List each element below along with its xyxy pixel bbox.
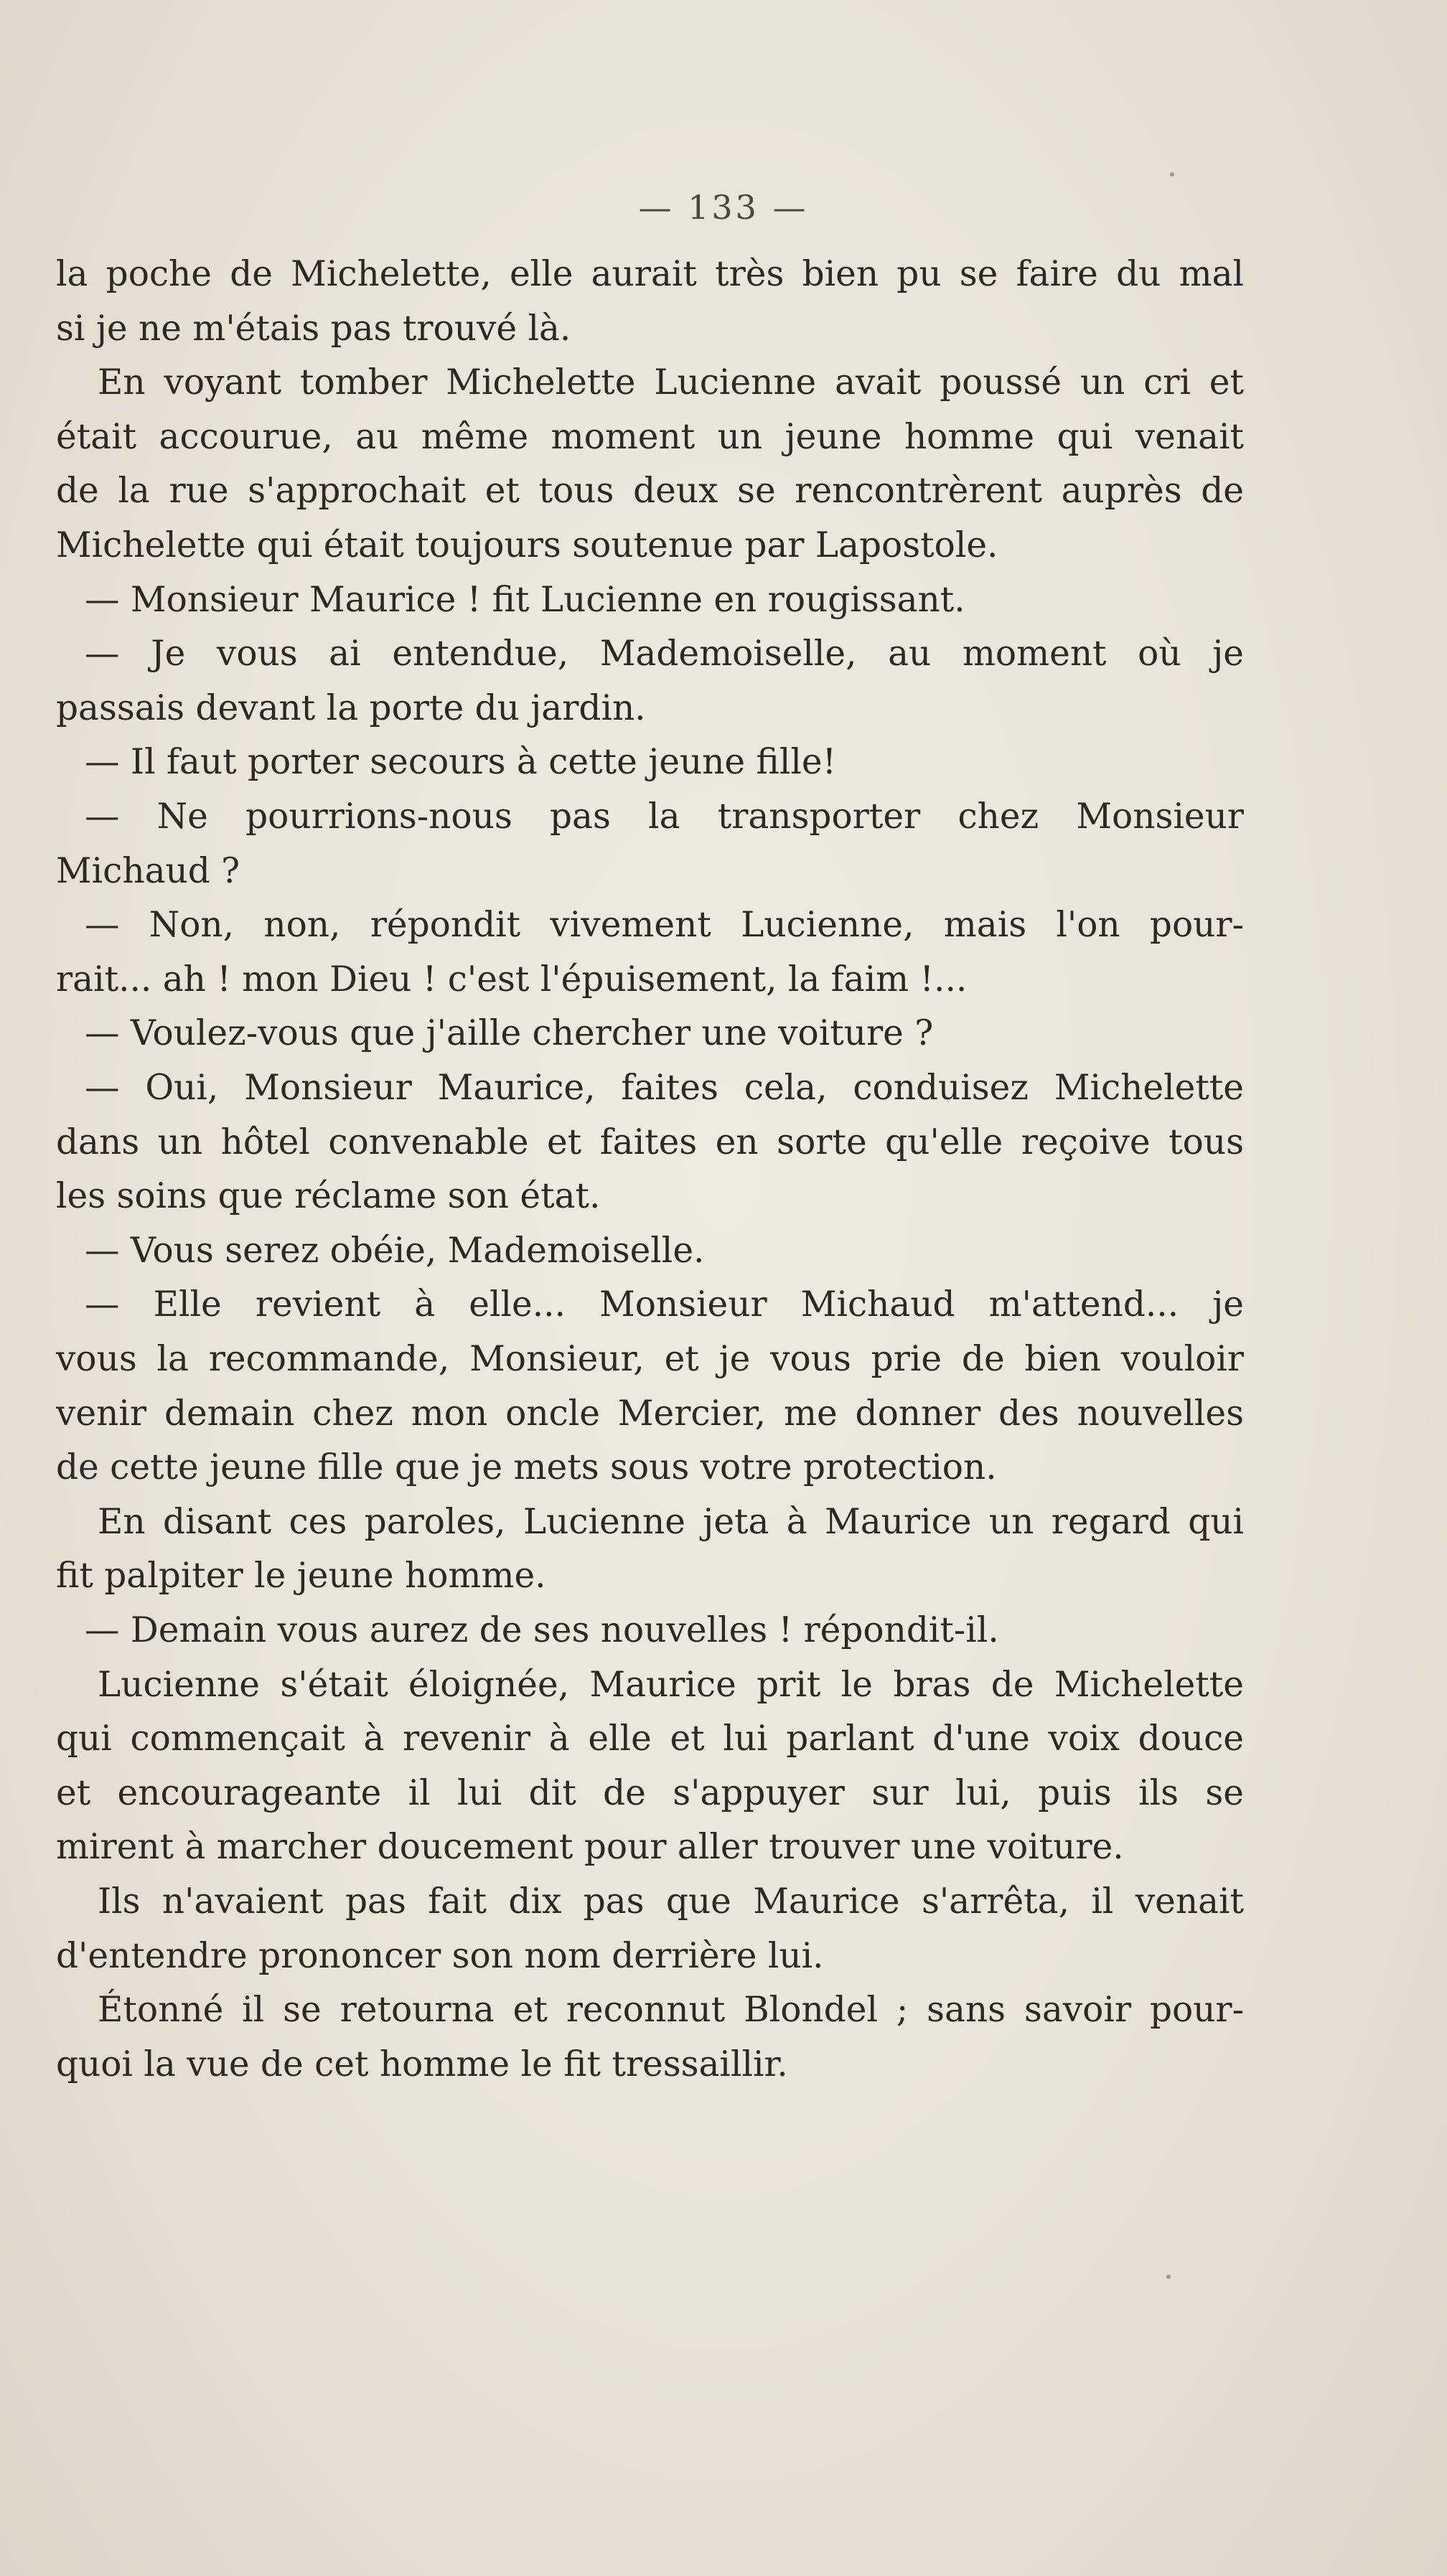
paragraph [56,1875,1244,1983]
text-line: rait... ah ! mon Dieu ! c'est l'épuisement, la faim !... [56,959,968,1000]
text-line: — Il faut porter secours à cette jeune fille! [85,742,837,783]
text-line: si je ne m'étais pas trouvé là. [56,308,571,349]
paragraph [56,1495,1244,1604]
text-line: Michelette qui était toujours soutenue par Lapostole. [56,525,998,565]
text-line: — Monsieur Maurice ! fit Lucienne en rougissant. [85,579,965,620]
text-line: En voyant tomber Michelette Lucienne avait poussé un cri et [98,362,1244,403]
text-line: vous la recommande, Monsieur, et je vous prie de bien vouloir [56,1338,1244,1379]
text-line: mirent à marcher doucement pour aller trouver une voiture. [56,1827,1124,1868]
text-line: venir demain chez mon oncle Mercier, me donner des nouvelles [56,1393,1244,1434]
text-line: — Non, non, répondit vivement Lucienne, mais l'on pour- [85,905,1244,946]
text-line: les soins que réclame son état. [56,1176,601,1217]
text-line: — Je vous ai entendue, Mademoiselle, au moment où je [85,634,1244,674]
text-line: de cette jeune fille que je mets sous votre protection. [56,1447,997,1488]
text-line: — Ne pourrions-nous pas la transporter chez Monsieur [85,796,1244,837]
paragraph [56,1604,1244,1658]
text-line: d'entendre prononcer son nom derrière lui. [56,1935,824,1976]
text-line: — Vous serez obéie, Mademoiselle. [85,1230,705,1271]
text-line: passais devant la porte du jardin. [56,687,646,728]
paragraph [56,627,1244,735]
text-line: — Voulez-vous que j'aille chercher une voiture ? [85,1013,934,1054]
ink-speck [1170,172,1174,177]
text-line: Étonné il se retourna et reconnut Blondel ; sans savoir pour- [98,1990,1244,2031]
text-line: — Oui, Monsieur Maurice, faites cela, conduisez Michelette [85,1068,1244,1108]
paragraph [56,1224,1244,1279]
paragraph [56,1007,1244,1061]
text-line: qui commençait à revenir à elle et lui parlant d'une voix douce [56,1719,1244,1759]
text-line: Ils n'avaient pas fait dix pas que Maurice s'arrêta, il venait [98,1881,1244,1922]
paragraph [56,356,1244,573]
text-line: Michaud ? [56,850,240,891]
text-line: En disant ces paroles, Lucienne jeta à Maurice un regard qui [98,1501,1244,1542]
paragraph [56,1983,1244,2092]
text-line: Lucienne s'était éloignée, Maurice prit le bras de Michelette [98,1664,1244,1705]
paragraph [56,1061,1244,1224]
text-line: — Elle revient à elle... Monsieur Michaud m'attend... je [85,1284,1244,1325]
text-line: dans un hôtel convenable et faites en sorte qu'elle reçoive tous [56,1122,1244,1162]
paragraph [56,1278,1244,1495]
text-line: de la rue s'approchait et tous deux se rencontrèrent auprès de [56,471,1244,512]
page-number: — 133 — [638,188,809,227]
paragraph [56,248,1244,356]
paragraph [56,573,1244,628]
text-line: la poche de Michelette, elle aurait très bien pu se faire du mal [56,254,1244,294]
text-line: et encourageante il lui dit de s'appuyer sur lui, puis ils se [56,1772,1244,1813]
text-line: était accourue, au même moment un jeune homme qui venait [56,416,1244,457]
text-line: quoi la vue de cet homme le fit tressaillir. [56,2044,788,2084]
ink-speck [1166,2275,1171,2279]
paragraph [56,898,1244,1007]
paragraph [56,735,1244,790]
text-line: — Demain vous aurez de ses nouvelles ! répondit-il. [85,1610,999,1650]
paragraph [56,1658,1244,1875]
paragraph [56,790,1244,898]
text-line: fit palpiter le jeune homme. [56,1556,546,1597]
